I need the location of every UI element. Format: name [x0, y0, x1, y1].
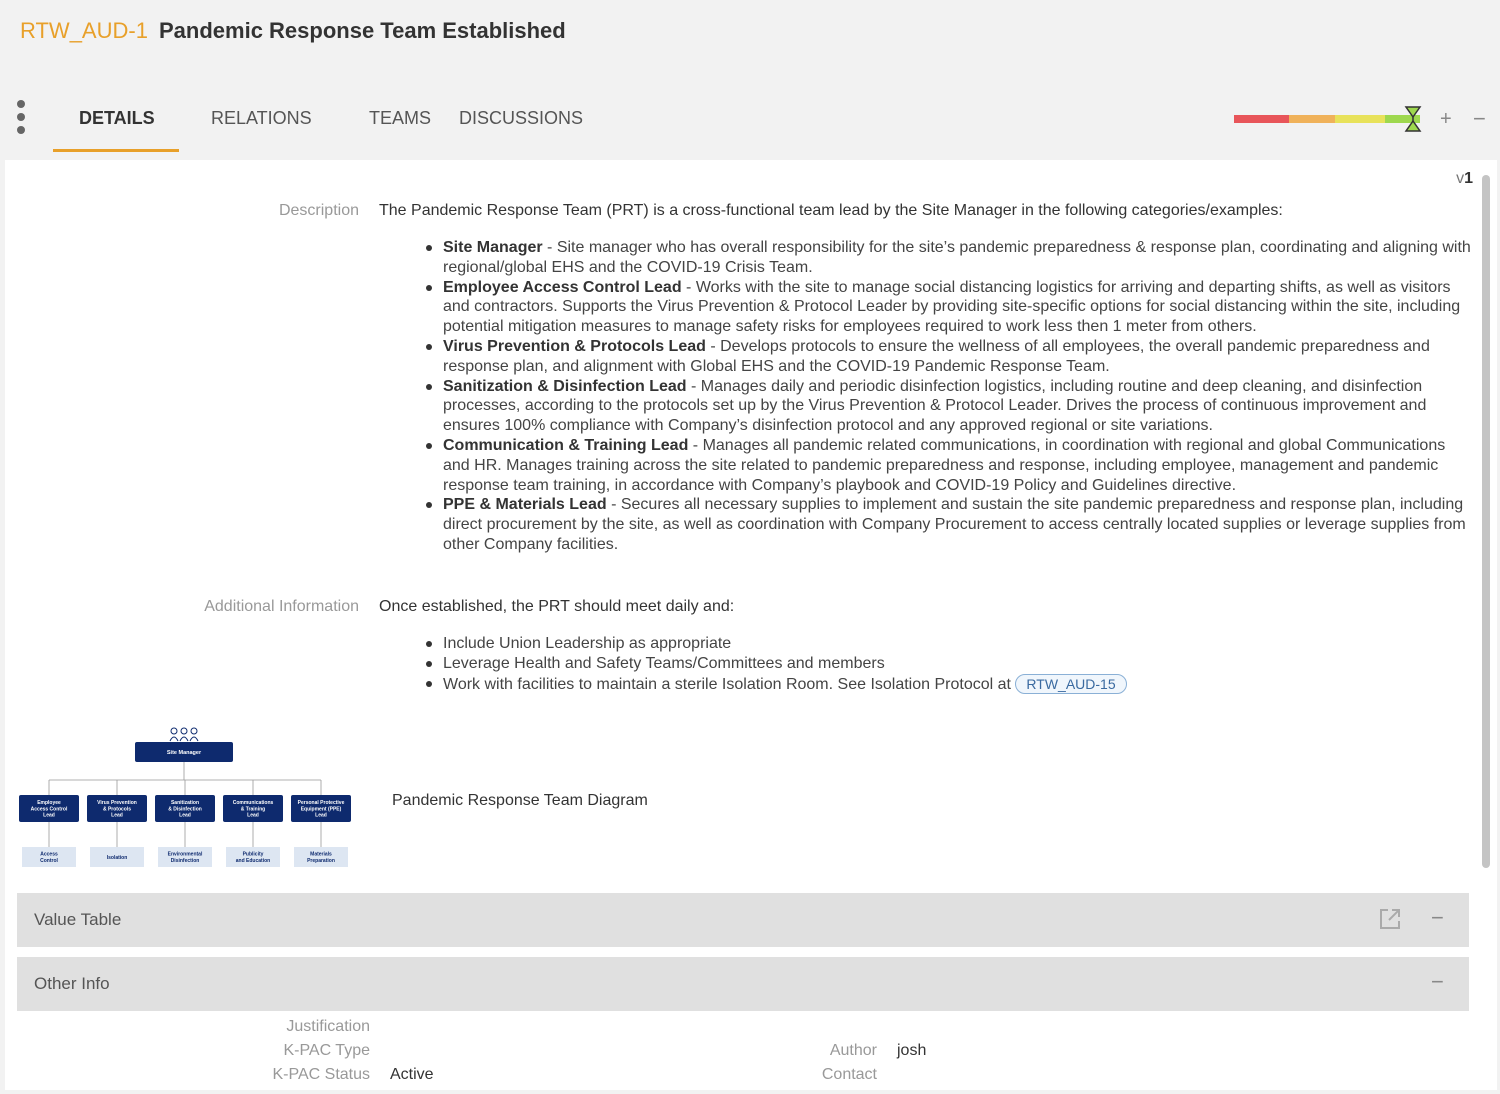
lead-label: Employee Access Control Lead [30, 800, 68, 819]
area-label: Environmental Disinfection [167, 851, 203, 864]
area-label: Materials Preparation [307, 851, 335, 864]
list-item: PPE & Materials Lead - Secures all necessary supplies to implement and sustain the site pandemic preparedness and response plan, including direct procurement by the site, as well as coordination with Company Procurement to access centrally located supplies or leverage supplies from other Company facilities. [423, 495, 1475, 554]
diagram-caption: Pandemic Response Team Diagram [392, 792, 648, 809]
tab-teams[interactable]: TEAMS [369, 108, 432, 128]
person-icon [171, 728, 177, 734]
list-item: Work with facilities to maintain a sterile Isolation Room. See Isolation Protocol at RTW_AUD-15 [423, 674, 1423, 695]
list-item: Site Manager - Site manager who has overall responsibility for the site’s pandemic preparedness & response plan, coordinating and aligning with regional/global EHS and the COVID-19 Crisis Team. [423, 238, 1475, 278]
list-item: Leverage Health and Safety Teams/Committees and members [423, 654, 1423, 674]
person-icon [180, 737, 188, 741]
tab-relations[interactable]: RELATIONS [211, 108, 312, 128]
list-item: Employee Access Control Lead - Works with the site to manage social distancing logistics for arriving and departing shifts, as well as visitors and contractors. Supports the Virus Prevention & Protocol Leader by providing site-specific options for social distancing within the site, including potential mitigation measures to manage safety risks for employees required to work less then 1 meter from others. [423, 278, 1475, 337]
area-label: Access Control [40, 851, 58, 864]
zoom-segment-orange [1289, 115, 1335, 123]
area-label: Isolation [106, 854, 128, 861]
person-icon [170, 737, 178, 741]
reference-link[interactable]: RTW_AUD-15 [1015, 674, 1126, 694]
zoom-slider-track[interactable] [1234, 115, 1420, 123]
site-manager-label: Site Manager [166, 749, 202, 756]
more-options-icon[interactable] [15, 100, 27, 140]
lead-label: Communications & Training Lead [232, 800, 274, 819]
zoom-out-icon[interactable]: − [1473, 106, 1486, 131]
additional-info-list [423, 634, 1423, 694]
description-label: Description [278, 202, 359, 219]
tab-discussions[interactable]: DISCUSSIONS [459, 108, 584, 128]
author-label: Author [829, 1042, 877, 1059]
version-indicator: v1 [1456, 170, 1473, 187]
list-item: Communication & Training Lead - Manages all pandemic related communications, in coordination with regional and global Communications and HR. Manages training across the site related to pandemic preparedness and response, including employee, management and pandemic response team training, in accordance with Company’s playbook and COVID-19 Policy and Guidelines directive. [423, 436, 1475, 495]
list-item: Virus Prevention & Protocols Lead - Develops protocols to ensure the wellness of all employees, the overall pandemic preparedness and response plan, and alignment with Global EHS and the COVID-19 Pandemic Response Team. [423, 337, 1475, 377]
lead-label: Personal Protective Equipment (PPE) Lead [297, 800, 345, 819]
other-info-section[interactable] [17, 957, 1469, 1011]
collapse-icon[interactable]: − [1431, 969, 1444, 994]
zoom-slider-handle[interactable] [1404, 105, 1422, 133]
zoom-segment-yellow [1335, 115, 1385, 123]
zoom-in-icon[interactable]: + [1440, 108, 1452, 130]
pandemic-response-team-diagram[interactable] [18, 725, 354, 873]
person-icon [191, 728, 197, 734]
details-panel [5, 160, 1497, 1090]
other-info-title: Other Info [34, 974, 110, 993]
author-value: josh [897, 1042, 927, 1059]
tab-bar [53, 96, 619, 152]
person-icon [190, 737, 198, 741]
description-intro: The Pandemic Response Team (PRT) is a cross-functional team lead by the Site Manager in the following categories/examples: [379, 202, 1283, 219]
lead-label: Virus Prevention & Protocols Lead [97, 800, 137, 819]
justification-label: Justification [286, 1018, 370, 1035]
item-id[interactable]: RTW_AUD-1 [20, 18, 148, 43]
item-header [0, 0, 1500, 160]
value-table-section[interactable] [17, 893, 1469, 947]
collapse-icon[interactable]: − [1431, 905, 1444, 930]
zoom-segment-red [1234, 115, 1289, 123]
kpac-type-label: K-PAC Type [283, 1042, 370, 1059]
area-label: Publicity and Education [235, 851, 271, 864]
additional-info-label: Additional Information [204, 598, 359, 615]
value-table-title: Value Table [34, 910, 122, 929]
tab-details[interactable]: DETAILS [53, 96, 179, 152]
kpac-status-value: Active [390, 1066, 434, 1083]
list-item: Sanitization & Disinfection Lead - Manages daily and periodic disinfection logistics, including routine and deep cleaning, and disinfection processes, according to the protocols set up by the Virus Prevention & Protocol Leader. Drives the process of continuous improvement and ensures 100% compliance with Company’s disinfection protocol and any approved regional or site variations. [423, 377, 1475, 436]
open-external-icon[interactable] [1377, 906, 1403, 932]
person-icon [181, 728, 187, 734]
role-list [423, 238, 1475, 555]
additional-info-intro: Once established, the PRT should meet daily and: [379, 598, 735, 615]
contact-label: Contact [821, 1066, 877, 1083]
list-item: Include Union Leadership as appropriate [423, 634, 1423, 654]
kpac-status-label: K-PAC Status [272, 1066, 370, 1083]
item-title: Pandemic Response Team Established [159, 18, 566, 43]
scrollbar[interactable] [1482, 175, 1490, 868]
lead-label: Sanitization & Disinfection Lead [168, 800, 202, 819]
